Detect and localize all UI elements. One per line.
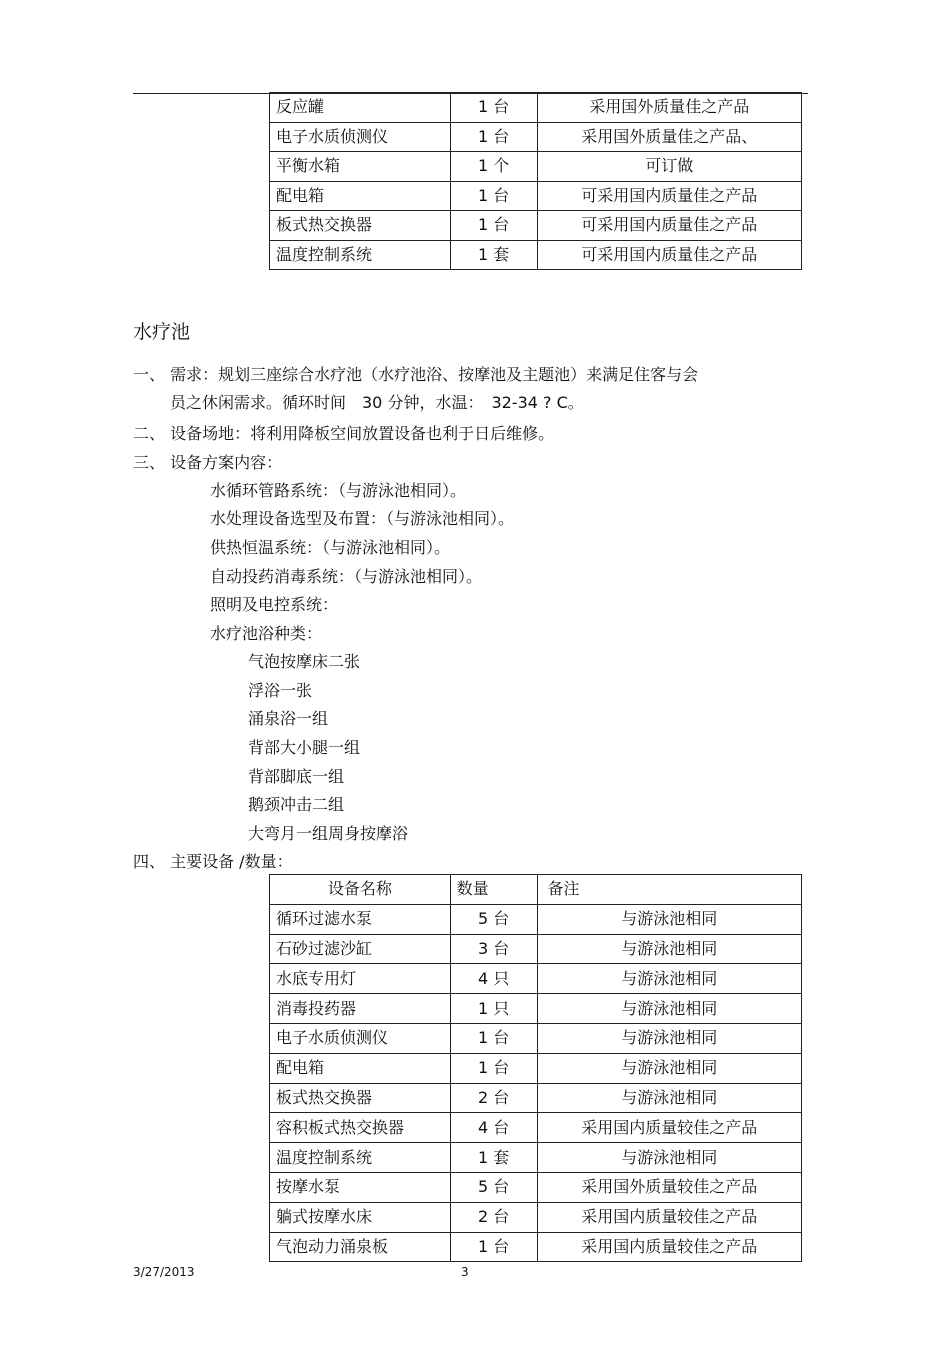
spa-type-item: 大弯月一组周身按摩浴 [248, 824, 409, 843]
equipment-note: 可订做 [537, 152, 802, 182]
equipment-name: 板式热交换器 [270, 211, 451, 241]
site-line: 二、 设备场地：将利用降板空间放置设备也利于日后维修。 [133, 424, 555, 443]
equipment-name: 容积板式热交换器 [270, 1113, 451, 1143]
equipment-name: 按摩水泵 [270, 1172, 451, 1202]
equipment-name: 电子水质侦测仪 [270, 1023, 451, 1053]
footer-date: 3/27/2013 [133, 1265, 195, 1279]
column-header-note: 备注 [537, 875, 801, 905]
equipment-quantity: 4 只 [450, 964, 537, 994]
equipment-quantity: 1 台 [450, 122, 537, 152]
requirement-line-continued: 员之休闲需求。循环时间 30 分钟，水温： 32-34 ? C。 [170, 393, 584, 412]
equipment-name: 水底专用灯 [270, 964, 451, 994]
equipment-table-continued [269, 92, 802, 270]
equipment-note: 与游泳池相同 [537, 964, 801, 994]
plan-item: 自动投药消毒系统：（与游泳池相同）。 [210, 567, 483, 586]
table-header-row [270, 875, 802, 905]
section-title: 水疗池 [133, 321, 191, 343]
plan-item: 水循环管路系统：（与游泳池相同）。 [210, 481, 467, 500]
spa-type-item: 气泡按摩床二张 [248, 652, 361, 671]
equipment-note: 与游泳池相同 [537, 994, 801, 1024]
equipment-note: 采用国外质量佳之产品、 [537, 122, 802, 152]
equipment-quantity: 1 套 [450, 1143, 537, 1173]
table-row [270, 1023, 802, 1053]
plan-item: 水处理设备选型及布置：（与游泳池相同）。 [210, 509, 515, 528]
equipment-heading: 四、 主要设备 /数量： [133, 852, 293, 871]
table-row [270, 1143, 802, 1173]
equipment-note: 采用国内质量较佳之产品 [537, 1202, 801, 1232]
equipment-quantity: 2 台 [450, 1083, 537, 1113]
main-equipment-table [269, 874, 802, 1262]
table-row [270, 1053, 802, 1083]
equipment-note: 与游泳池相同 [537, 904, 801, 934]
page-number: 3 [461, 1265, 469, 1279]
table-row [270, 964, 802, 994]
equipment-note: 采用国外质量佳之产品 [537, 93, 802, 123]
equipment-quantity: 5 台 [450, 904, 537, 934]
equipment-note: 可采用国内质量佳之产品 [537, 181, 802, 211]
table-row [270, 152, 802, 182]
table-row [270, 122, 802, 152]
equipment-quantity: 1 台 [450, 211, 537, 241]
column-header-quantity: 数量 [450, 875, 537, 905]
equipment-quantity: 1 台 [450, 1053, 537, 1083]
spa-type-item: 鹅颈冲击二组 [248, 795, 345, 814]
equipment-quantity: 3 台 [450, 934, 537, 964]
equipment-note: 可采用国内质量佳之产品 [537, 211, 802, 241]
equipment-note: 采用国外质量较佳之产品 [537, 1172, 801, 1202]
equipment-name: 电子水质侦测仪 [270, 122, 451, 152]
equipment-quantity: 1 只 [450, 994, 537, 1024]
table-row [270, 211, 802, 241]
equipment-note: 可采用国内质量佳之产品 [537, 240, 802, 270]
equipment-name: 躺式按摩水床 [270, 1202, 451, 1232]
equipment-quantity: 5 台 [450, 1172, 537, 1202]
equipment-quantity: 1 台 [450, 1023, 537, 1053]
equipment-quantity: 2 台 [450, 1202, 537, 1232]
equipment-note: 与游泳池相同 [537, 1083, 801, 1113]
table-row [270, 1172, 802, 1202]
equipment-name: 气泡动力涌泉板 [270, 1232, 451, 1262]
equipment-note: 采用国内质量较佳之产品 [537, 1232, 801, 1262]
spa-type-item: 涌泉浴一组 [248, 709, 329, 728]
equipment-note: 与游泳池相同 [537, 1053, 801, 1083]
spa-type-item: 背部大小腿一组 [248, 738, 361, 757]
table-row [270, 1083, 802, 1113]
equipment-note: 与游泳池相同 [537, 1023, 801, 1053]
plan-item: 照明及电控系统： [210, 595, 339, 614]
equipment-name: 石砂过滤沙缸 [270, 934, 451, 964]
equipment-quantity: 4 台 [450, 1113, 537, 1143]
table-row [270, 904, 802, 934]
plan-heading: 三、 设备方案内容： [133, 453, 283, 472]
plan-item: 水疗池浴种类： [210, 624, 323, 643]
table-row [270, 93, 802, 123]
equipment-quantity: 1 套 [450, 240, 537, 270]
equipment-name: 配电箱 [270, 181, 451, 211]
equipment-quantity: 1 台 [450, 93, 537, 123]
requirement-line: 一、 需求：规划三座综合水疗池（水疗池浴、按摩池及主题池）来满足住客与会 [133, 365, 699, 384]
equipment-name: 平衡水箱 [270, 152, 451, 182]
equipment-name: 消毒投药器 [270, 994, 451, 1024]
column-header-name: 设备名称 [270, 875, 451, 905]
equipment-name: 反应罐 [270, 93, 451, 123]
spa-type-item: 浮浴一张 [248, 681, 313, 700]
equipment-quantity: 1 台 [450, 181, 537, 211]
equipment-name: 板式热交换器 [270, 1083, 451, 1113]
table-row [270, 934, 802, 964]
equipment-quantity: 1 个 [450, 152, 537, 182]
equipment-name: 温度控制系统 [270, 240, 451, 270]
equipment-name: 温度控制系统 [270, 1143, 451, 1173]
table-row [270, 1113, 802, 1143]
table-row [270, 240, 802, 270]
equipment-note: 与游泳池相同 [537, 1143, 801, 1173]
table-row [270, 994, 802, 1024]
equipment-note: 采用国内质量较佳之产品 [537, 1113, 801, 1143]
equipment-quantity: 1 台 [450, 1232, 537, 1262]
plan-item: 供热恒温系统：（与游泳池相同）。 [210, 538, 451, 557]
table-row [270, 1202, 802, 1232]
equipment-note: 与游泳池相同 [537, 934, 801, 964]
table-row [270, 181, 802, 211]
equipment-name: 配电箱 [270, 1053, 451, 1083]
table-row [270, 1232, 802, 1262]
spa-type-item: 背部脚底一组 [248, 767, 345, 786]
equipment-name: 循环过滤水泵 [270, 904, 451, 934]
